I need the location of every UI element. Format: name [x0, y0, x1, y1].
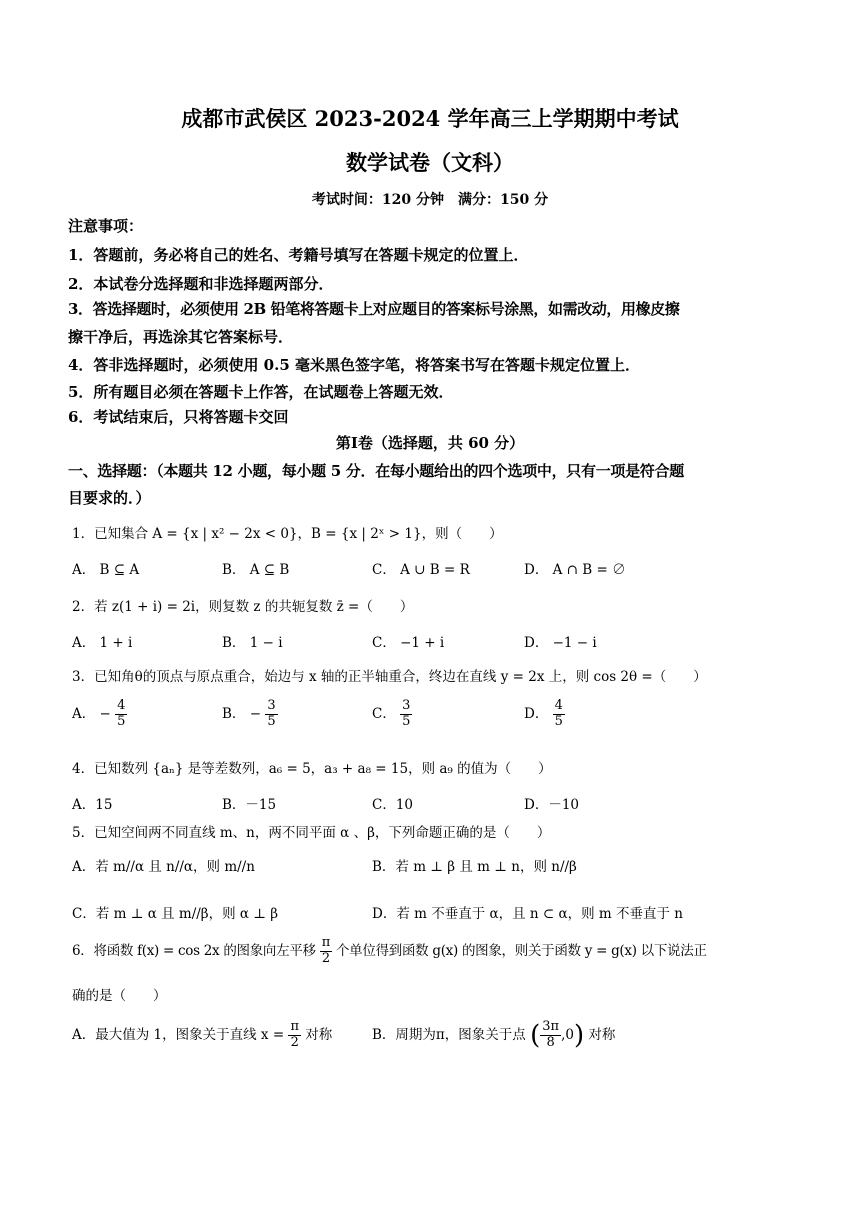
note-item-3: 3．答选择题时，必须使用 2B 铅笔将答题卡上对应题目的答案标号涂黑，如需改动，用橡皮擦 — [68, 300, 680, 318]
option-label: D． — [524, 705, 549, 722]
question-5-option-a: A．若 m//α 且 n//α，则 m//n — [72, 859, 255, 875]
option-a-suffix: 对称 — [305, 1026, 333, 1043]
question-1-option-d: D． A ∩ B = ∅ — [524, 562, 626, 578]
note-item-4: 4．答非选择题时，必须使用 0.5 毫米黑色签字笔，将答案书写在答题卡规定位置上． — [68, 356, 640, 374]
fraction-denominator: 8 — [546, 1034, 555, 1050]
comma: , — [561, 1026, 566, 1043]
fraction-denominator: 2 — [321, 950, 330, 966]
option-sign: − — [99, 705, 111, 722]
fraction-numerator: 3 — [267, 698, 276, 713]
question-2-option-b: B． 1 − i — [222, 635, 283, 651]
section-instruction-1: 一、选择题：（本题共 12 小题，每小题 5 分．在每小题给出的四个选项中，只有一项是符合题 — [68, 462, 684, 480]
question-3-option-d — [524, 699, 565, 730]
question-1-option-a: A． B ⊆ A — [72, 562, 140, 578]
question-5-option-c: C．若 m ⊥ α 且 m//β，则 α ⊥ β — [72, 906, 279, 922]
option-fraction — [553, 699, 565, 730]
fraction-numerator: 4 — [117, 698, 126, 713]
fraction-numerator: 3π — [542, 1019, 560, 1034]
option-fraction — [265, 699, 277, 730]
question-3-option-b — [222, 699, 278, 730]
question-1-option-c: C． A ∪ B = R — [372, 562, 470, 578]
question-6-stem-part-2: 个单位得到函数 g(x) 的图象，则关于函数 y = g(x) 以下说法正 — [335, 942, 707, 959]
notes-heading: 注意事项： — [68, 217, 144, 235]
exam-title: 成都市武侯区 2023-2024 学年高三上学期期中考试 — [181, 106, 679, 131]
fraction-numerator: 4 — [554, 698, 563, 713]
question-6-option-a — [72, 1020, 332, 1051]
fraction-denominator: 2 — [290, 1034, 299, 1050]
option-sign: − — [249, 705, 262, 722]
question-5-option-d: D．若 m 不垂直于 α，且 n ⊂ α，则 m 不垂直于 n — [372, 906, 683, 922]
question-6-stem — [72, 936, 707, 967]
note-item-1: 1．答题前，务必将自己的姓名、考籍号填写在答题卡规定的位置上． — [68, 246, 529, 264]
fraction-numerator: π — [290, 1019, 299, 1034]
note-item-5: 5．所有题目必须在答题卡上作答，在试题卷上答题无效． — [68, 383, 454, 401]
question-1-stem: 1．已知集合 A = {x | x² − 2x < 0}，B = {x | 2ˣ > 1}，则（ ） — [72, 526, 503, 542]
note-item-2: 2．本试卷分选择题和非选择题两部分． — [68, 275, 334, 293]
question-2-option-d: D． −1 − i — [524, 635, 597, 651]
fraction-numerator: π — [321, 935, 330, 950]
exam-info: 考试时间：120 分钟 满分：150 分 — [311, 192, 549, 208]
question-3-stem: 3．已知角θ的顶点与原点重合，始边与 x 轴的正半轴重合，终边在直线 y = 2x 上，则 cos 2θ =（ ） — [72, 669, 707, 685]
option-b-text: B．周期为π，图象关于点 — [372, 1026, 526, 1043]
note-item-6: 6．考试结束后，只将答题卡交回 — [68, 408, 289, 426]
question-2-option-c: C． −1 + i — [372, 635, 445, 651]
question-6-stem-line-2: 确的是（ ） — [72, 988, 167, 1004]
question-4-option-d: D．－10 — [524, 797, 580, 813]
question-3-option-c — [372, 699, 412, 730]
option-fraction — [400, 699, 412, 730]
question-5-stem: 5．已知空间两不同直线 m、n，两不同平面 α 、β，下列命题正确的是（ ） — [72, 825, 551, 841]
question-5-option-b: B．若 m ⊥ β 且 m ⊥ n，则 n//β — [372, 859, 577, 875]
option-label: C． — [372, 705, 396, 722]
question-2-stem: 2．若 z(1 + i) = 2i，则复数 z 的共轭复数 z̄ =（ ） — [72, 599, 414, 615]
question-6-option-b — [372, 1020, 615, 1051]
shift-fraction — [320, 936, 332, 967]
option-b-suffix: 对称 — [588, 1026, 616, 1043]
option-label: A． — [72, 705, 96, 722]
question-4-option-c: C．10 — [372, 797, 414, 813]
left-paren: ( — [530, 1020, 541, 1051]
question-4-stem: 4．已知数列 {aₙ} 是等差数列，a₆ = 5，a₃ + a₈ = 15，则 a₉ 的值为（ ） — [72, 761, 552, 777]
question-1-option-b: B． A ⊆ B — [222, 562, 290, 578]
option-b-fraction — [540, 1020, 561, 1051]
fraction-denominator: 5 — [267, 713, 276, 729]
section-title: 第Ⅰ卷（选择题，共 60 分） — [335, 434, 525, 452]
question-2-option-a: A． 1 + i — [72, 635, 133, 651]
fraction-denominator: 5 — [554, 713, 563, 729]
section-instruction-2: 目要求的．） — [68, 489, 151, 507]
point-y: 0 — [565, 1026, 574, 1043]
fraction-denominator: 5 — [117, 713, 126, 729]
right-paren: ) — [573, 1020, 585, 1051]
fraction-denominator: 5 — [402, 713, 411, 729]
fraction-numerator: 3 — [402, 698, 411, 713]
note-item-3-cont: 擦干净后，再选涂其它答案标号． — [68, 328, 294, 346]
question-4-option-b: B．－15 — [222, 797, 277, 813]
question-4-option-a: A．15 — [72, 797, 113, 813]
option-label: B． — [222, 705, 246, 722]
exam-subtitle: 数学试卷（文科） — [346, 150, 514, 175]
option-a-text: A．最大值为 1，图象关于直线 x = — [72, 1026, 285, 1043]
option-a-fraction — [288, 1020, 301, 1051]
option-fraction — [115, 699, 127, 730]
question-3-option-a — [72, 699, 127, 730]
question-6-stem-part-1: 6．将函数 f(x) = cos 2x 的图象向左平移 — [72, 942, 316, 959]
